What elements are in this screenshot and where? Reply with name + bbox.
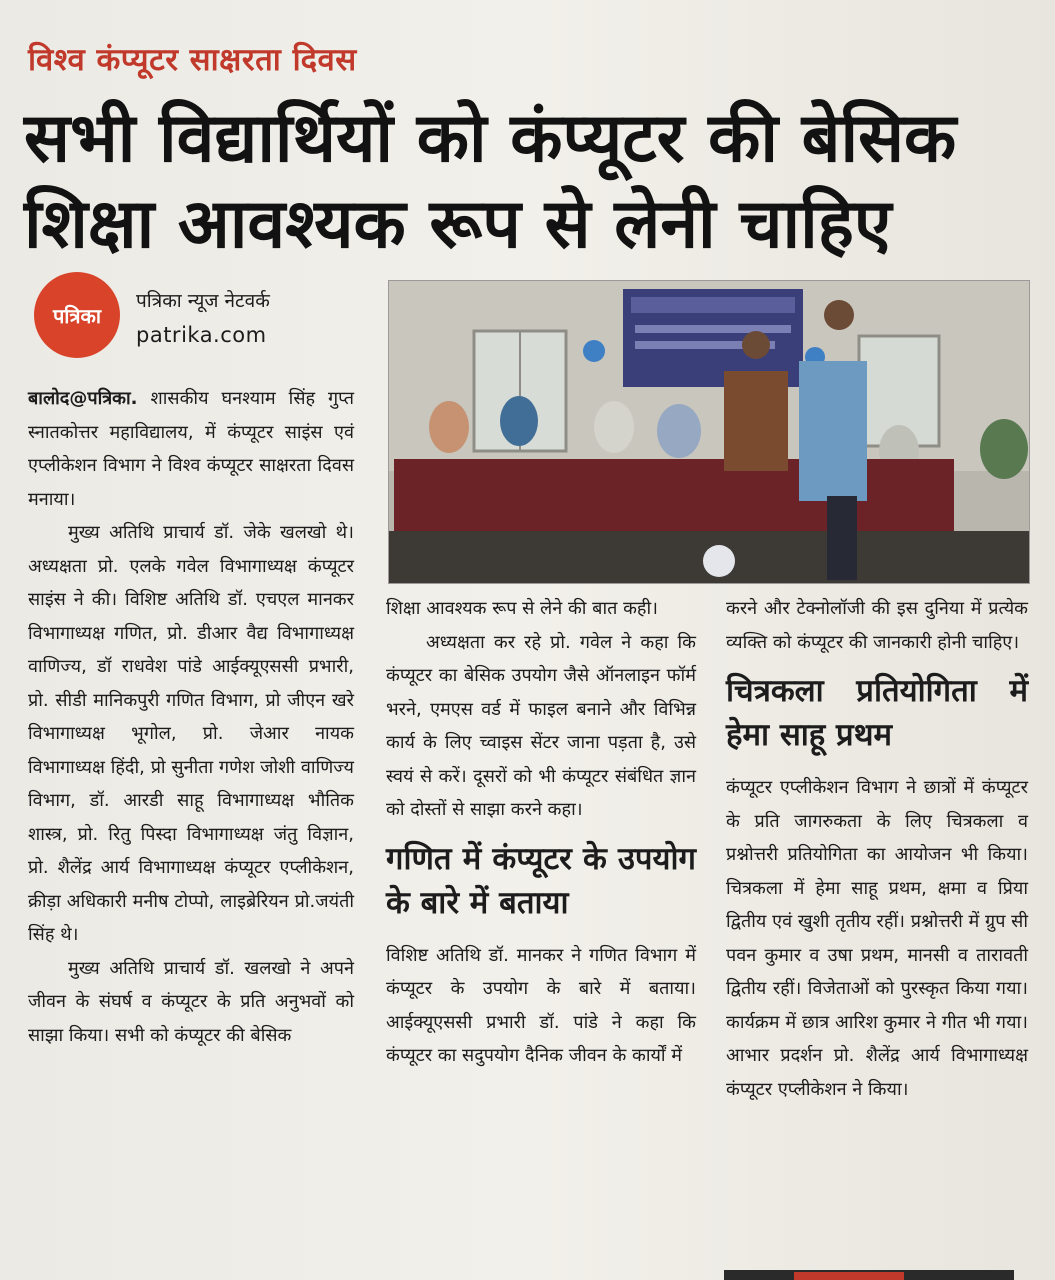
column-2 <box>386 592 696 1073</box>
byline-network: पत्रिका न्यूज नेटवर्क <box>136 290 270 312</box>
headline: सभी विद्यार्थियों को कंप्यूटर की बेसिक शिक्षा आवश्यक रूप से लेनी चाहिए <box>24 99 957 264</box>
subheading-drawing-contest: चित्रकला प्रतियोगिता में हेमा साहू प्रथम <box>726 673 1028 753</box>
column-1 <box>28 382 354 1052</box>
paragraph-3: मुख्य अतिथि प्राचार्य डॉ. खलखो ने अपने जीवन के संघर्ष व कंप्यूटर के प्रति अनुभवों को साझा किया। सभी को कंप्यूटर की बेसिक <box>28 957 354 1046</box>
cutoff-text-fragment <box>724 1262 1024 1280</box>
col3-paragraph-1: करने और टेक्नोलॉजी की इस दुनिया में प्रत्येक व्यक्ति को कंप्यूटर की जानकारी होनी चाहिए। <box>726 598 1028 653</box>
column-3 <box>726 592 1028 1106</box>
next-article-cutoff <box>724 1262 1024 1280</box>
event-photo <box>388 280 1030 584</box>
col2-paragraph-1: शिक्षा आवश्यक रूप से लेने की बात कही। <box>386 598 658 619</box>
paragraph-2: मुख्य अतिथि प्राचार्य डॉ. जेके खलखो थे। अध्यक्षता प्रो. एलके गवेल विभागाध्यक्ष कंप्यूटर साइंस ने की। विशिष्ट अतिथि डॉ. एचएल मानकर विभागाध्यक्ष गणित, प्रो. डीआर वैद्य विभागाध्यक्ष वाणिज्य, डॉ राधवेश पांडे आईक्यूएससी प्रभारी, प्रो. सीडी मानिकपुरी गणित विभाग, प्रो जीएन खरे विभागाध्यक्ष भूगोल, प्रो. जेआर नायक विभागाध्यक्ष हिंदी, प्रो सुनीता गणेश जोशी वाणिज्य विभाग, डॉ. आरडी साहू विभागाध्यक्ष भौतिक शास्त्र, प्रो. रितु पिस्दा विभागाध्यक्ष जंतु विज्ञान, प्रो. शैलेंद्र आर्य विभागाध्यक्ष कंप्यूटर एप्लीकेशन, क्रीड़ा अधिकारी मनीष टोप्पो, लाइब्रेरियन प्रो.जयंती सिंह थे। <box>28 522 354 945</box>
col2-paragraph-3: विशिष्ट अतिथि डॉ. मानकर ने गणित विभाग में कंप्यूटर के उपयोग के बारे में बताया। आईक्यूएससी प्रभारी डॉ. पांडे ने कहा कि कंप्यूटर का सदुपयोग दैनिक जीवन के कार्यों में <box>386 944 696 1066</box>
patrika-logo <box>34 272 120 358</box>
paragraph-1 <box>28 382 354 516</box>
subheading-math: गणित में कंप्यूटर के उपयोग के बारे में बताया <box>386 840 696 921</box>
event-photo-drawing <box>389 281 1029 583</box>
section-kicker: विश्व कंप्यूटर साक्षरता दिवस <box>28 42 357 78</box>
byline <box>136 284 270 352</box>
paragraph-1-text: शासकीय घनश्याम सिंह गुप्त स्नातकोत्तर महाविद्यालय, में कंप्यूटर साइंस एवं एप्लीकेशन विभाग ने विश्व कंप्यूटर साक्षरता दिवस मनाया। <box>28 388 354 510</box>
logo-text: पत्रिका <box>52 303 102 328</box>
col2-paragraph-2: अध्यक्षता कर रहे प्रो. गवेल ने कहा कि कंप्यूटर का बेसिक उपयोग जैसे ऑनलाइन फॉर्म भरने, एमएस वर्ड में फाइल बनाने और विभिन्न कार्य के लिए च्वाइस सेंटर जाना पड़ता है, उसे स्वयं से करें। दूसरों को भी कंप्यूटर संबंधित ज्ञान को दोस्तों से साझा करने कहा। <box>386 631 696 820</box>
col3-paragraph-2: कंप्यूटर एप्लीकेशन विभाग ने छात्रों में कंप्यूटर के प्रति जागरुकता के लिए चित्रकला व प्रश्नोत्तरी प्रतियोगिता का आयोजन भी किया। चित्रकला में हेमा साहू प्रथम, क्षमा व प्रिया द्वितीय एवं खुशी तृतीय रहीं। प्रश्नोत्तरी में ग्रुप सी पवन कुमार व उषा प्रथम, मानसी व तारावती द्वितीय रहीं। विजेताओं को पुरस्कृत किया गया। कार्यक्रम में छात्र आरिश कुमार ने गीत भी गया। आभार प्रदर्शन प्रो. शैलेंद्र आर्य विभागाध्यक्ष कंप्यूटर एप्लीकेशन ने किया। <box>726 777 1028 1100</box>
dateline: बालोद@पत्रिका. <box>28 388 138 409</box>
byline-website: patrika.com <box>136 323 267 347</box>
